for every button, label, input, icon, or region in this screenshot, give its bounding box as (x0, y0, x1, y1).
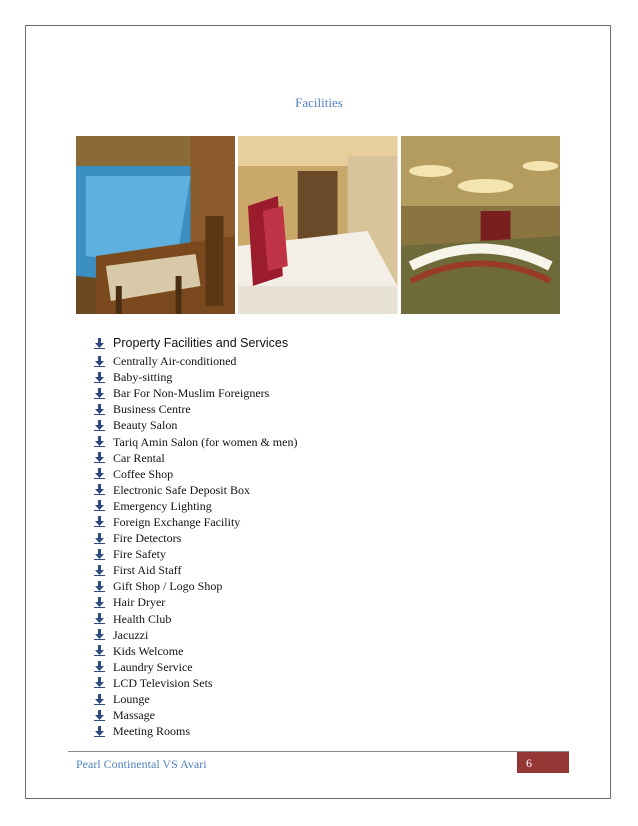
list-item-label: Fire Detectors (113, 531, 182, 546)
facilities-list (94, 333, 297, 739)
list-item (94, 530, 297, 546)
arrow-down-bullet-icon (94, 645, 105, 656)
list-item (94, 723, 297, 739)
arrow-down-bullet-icon (94, 549, 105, 560)
facility-photos (76, 136, 560, 314)
arrow-down-bullet-icon (94, 420, 105, 431)
list-item (94, 578, 297, 594)
list-item (94, 333, 297, 353)
list-item-label: Business Centre (113, 402, 191, 417)
arrow-down-bullet-icon (94, 581, 105, 592)
list-item-label: Centrally Air-conditioned (113, 354, 237, 369)
list-item-label: Meeting Rooms (113, 724, 190, 739)
list-item (94, 546, 297, 562)
arrow-down-bullet-icon (94, 710, 105, 721)
list-item (94, 353, 297, 369)
guest-room-photo (238, 136, 397, 314)
arrow-down-bullet-icon (94, 356, 105, 367)
arrow-down-bullet-icon (94, 629, 105, 640)
list-item (94, 691, 297, 707)
list-item-label: Coffee Shop (113, 466, 174, 481)
list-item-label: Health Club (113, 611, 172, 626)
list-item (94, 401, 297, 417)
pool-dining-photo (76, 136, 235, 314)
arrow-down-bullet-icon (94, 404, 105, 415)
page-number-box (517, 752, 569, 773)
list-item (94, 433, 297, 449)
arrow-down-bullet-icon (94, 452, 105, 463)
arrow-down-bullet-icon (94, 516, 105, 527)
arrow-down-bullet-icon (94, 694, 105, 705)
list-item (94, 675, 297, 691)
list-item (94, 417, 297, 433)
list-item-label: Kids Welcome (113, 643, 184, 658)
arrow-down-bullet-icon (94, 597, 105, 608)
footer-text: Pearl Continental VS Avari (76, 757, 207, 771)
arrow-down-bullet-icon (94, 726, 105, 737)
arrow-down-bullet-icon (94, 565, 105, 576)
list-item (94, 611, 297, 627)
page-number: 6 (526, 756, 532, 770)
arrow-down-bullet-icon (94, 533, 105, 544)
arrow-down-bullet-icon (94, 388, 105, 399)
list-item-label: Jacuzzi (113, 627, 149, 642)
list-item-label: Fire Safety (113, 547, 166, 562)
arrow-down-bullet-icon (94, 338, 105, 349)
arrow-down-bullet-icon (94, 484, 105, 495)
list-item (94, 514, 297, 530)
list-item-label: Foreign Exchange Facility (113, 514, 241, 529)
list-item-label: First Aid Staff (113, 563, 182, 578)
list-item-label: Massage (113, 708, 155, 723)
arrow-down-bullet-icon (94, 677, 105, 688)
arrow-down-bullet-icon (94, 436, 105, 447)
banquet-hall-photo (401, 136, 560, 314)
list-item-label: Emergency Lighting (113, 498, 212, 513)
list-item-label: Electronic Safe Deposit Box (113, 482, 250, 497)
list-item-label: Beauty Salon (113, 418, 178, 433)
page-title: Facilities (295, 95, 343, 110)
list-item (94, 707, 297, 723)
list-item-heading: Property Facilities and Services (113, 336, 289, 350)
list-item (94, 466, 297, 482)
list-item-label: Laundry Service (113, 659, 193, 674)
list-item (94, 594, 297, 610)
list-item-label: Bar For Non-Muslim Foreigners (113, 386, 270, 401)
list-item (94, 659, 297, 675)
list-item-label: Baby-sitting (113, 370, 173, 385)
list-item (94, 369, 297, 385)
list-item (94, 385, 297, 401)
arrow-down-bullet-icon (94, 372, 105, 383)
list-item-label: Tariq Amin Salon (for women & men) (113, 434, 298, 449)
list-item-label: Car Rental (113, 450, 165, 465)
list-item-label: LCD Television Sets (113, 675, 213, 690)
list-item (94, 498, 297, 514)
arrow-down-bullet-icon (94, 500, 105, 511)
list-item-label: Gift Shop / Logo Shop (113, 579, 223, 594)
arrow-down-bullet-icon (94, 613, 105, 624)
arrow-down-bullet-icon (94, 661, 105, 672)
list-item-label: Hair Dryer (113, 595, 166, 610)
arrow-down-bullet-icon (94, 468, 105, 479)
list-item (94, 450, 297, 466)
list-item (94, 482, 297, 498)
list-item (94, 627, 297, 643)
footer-divider (68, 751, 569, 752)
list-item (94, 643, 297, 659)
list-item-label: Lounge (113, 692, 150, 707)
list-item (94, 562, 297, 578)
